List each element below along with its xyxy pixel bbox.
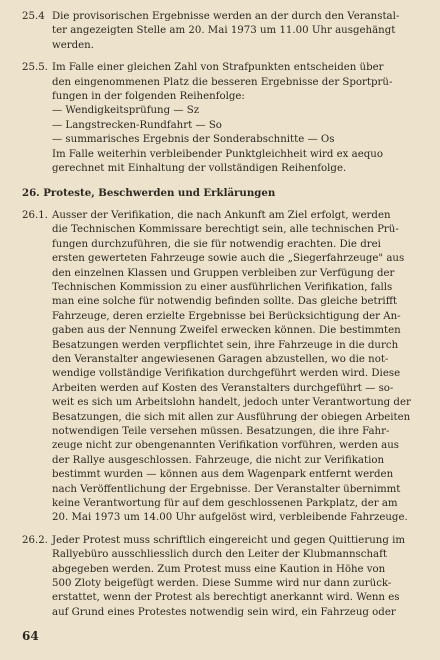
text-line: 20. Mai 1973 um 14.00 Uhr aufgelöst wird, verbleibende Fahrzeuge. [52,512,408,524]
text-line: Arbeiten werden auf Kosten des Veranstalters durchgeführt — so- [52,382,394,394]
text-line: gaben aus der Nennung Zweifel erwecken können. Die bestimmten [52,325,401,337]
text-line: den einzelnen Klassen und Gruppen verbleiben zur Verfügung der [52,267,395,279]
text-line: Technischen Kommission zu einer ausführlichen Verifikation, falls [52,281,393,293]
text-line: Die provisorischen Ergebnisse werden an der durch den Veranstal- [52,11,400,22]
text-line: man eine solche für notwendig befinden sollte. Das gleiche betrifft [52,296,398,308]
text-line: keine Verantwortung für auf dem geschlossenen Parkplatz, der am [52,498,398,509]
text-line: fungen in der folgenden Reihenfolge: [52,91,245,103]
page-content [22,10,424,620]
text-line: wendige vollständige Verifikation durchgeführt werden wird. Diese [52,368,401,380]
text-line: werden. [52,39,94,51]
text-line: den eingenommenen Platz die besseren Ergebnisse der Sportprü- [52,76,393,88]
section-number: 25.4 [22,11,45,22]
text-line: nach Veröffentlichung der Ergebnisse. Der Veranstalter übernimmt [52,483,401,495]
text-line: Besatzungen werden verpflichtet sein, ihre Fahrzeuge in die durch [52,339,399,351]
list-item: — Langstrecken-Rundfahrt — So [52,119,222,131]
section-25-5 [22,61,424,176]
text-line: Im Falle einer gleichen Zahl von Strafpunkten entscheiden über [52,62,384,74]
page-number: 64 [22,629,39,643]
section-number: 25.5. [22,62,48,74]
text-line: fungen durchzuführen, die sie für notwendig erachten. Die drei [52,238,381,250]
text-line: 500 Zloty beigefügt werden. Diese Summe wird nur dann zurück- [52,578,392,590]
list-item: — Wendigkeitsprüfung — Sz [52,105,200,117]
text-line: zeuge nicht zur obengenannten Verifikation vorführen, werden aus [52,440,400,452]
text-line: notwendigen Teile versehen müssen. Besatzungen, die ihre Fahr- [52,425,390,437]
text-line: Jeder Protest muss schriftlich eingereicht und gegen Quittierung im [52,534,405,546]
text-line: Ausser der Verifikation, die nach Ankunft am Ziel erfolgt, werden [52,209,391,221]
section-number: 26.1. [22,209,48,221]
text-line: Besatzungen, die sich mit allen zur Ausführung der obiegen Arbeiten [52,411,411,423]
text-line: Im Falle weiterhin verbleibender Punktgleichheit wird ex aequo [52,148,383,160]
text-line: ersten gewerteten Fahrzeuge sowie auch die „Siegerfahrzeuge" aus [52,253,405,265]
text-line: die Technischen Kommissare berechtigt sein, alle technischen Prü- [52,224,399,236]
text-line: auf Grund eines Protestes notwendig sein wird, ein Fahrzeug oder [52,606,396,618]
list-item: — summarisches Ergebnis der Sonderabschnitte — Os [52,134,335,146]
section-25-4 [22,10,424,53]
section-text [52,10,424,53]
section-26-2 [22,534,424,620]
section-text [52,209,424,526]
text-line: abgegeben werden. Zum Protest muss eine Kaution in Höhe von [52,563,386,575]
text-line: den Veranstalter angewiesenen Garagen abzustellen, wo die not- [52,353,389,365]
text-line: Fahrzeuge, deren erzielte Ergebnisse bei Berücksichtigung der An- [52,310,401,322]
section-26-1 [22,209,424,526]
section-number: 26.2. [22,534,48,546]
section-heading: 26. Proteste, Beschwerden und Erklärungen [22,187,276,200]
text-line: gerechnet mit Einhaltung der vollständigen Reihenfolge. [52,163,347,175]
text-line: ter angezeigten Stelle am 20. Mai 1973 um 11.00 Uhr ausgehängt [52,25,396,37]
text-line: Rallyebüro ausschliesslich durch den Leiter der Klubmannschaft [52,549,387,561]
text-line: der Rallye ausgeschlossen. Fahrzeuge, die nicht zur Verifikation [52,454,385,466]
section-text [52,61,424,176]
text-line: weit es sich um Arbeitslohn handelt, jedoch unter Verantwortung der [52,397,411,409]
text-line: erstattet, wenn der Protest als berechtigt anerkannt wird. Wenn es [52,592,400,604]
section-text [52,534,424,620]
text-line: bestimmt wurden — können aus dem Wagenpark entfernt werden [52,469,394,481]
